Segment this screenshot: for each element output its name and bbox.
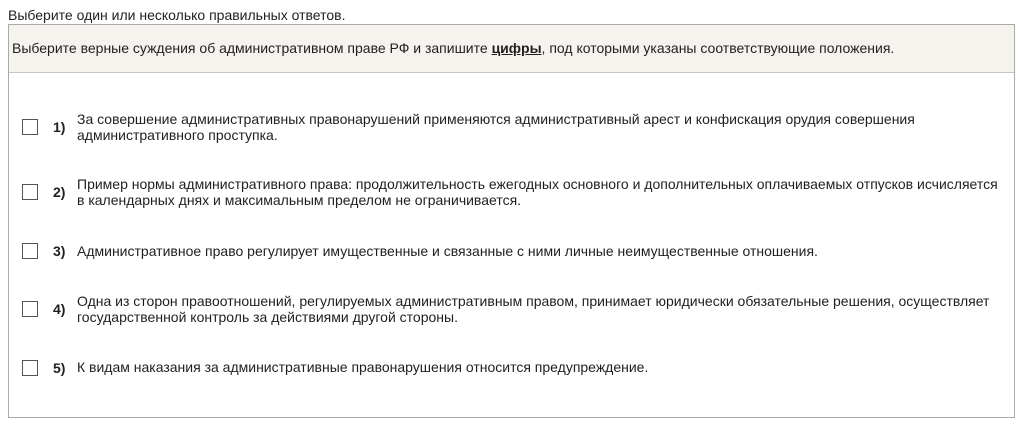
option-text: Административное право регулирует имущественные и связанные с ними личные неимущественные отношения. — [77, 243, 818, 259]
task-instruction: Выберите один или несколько правильных ответов. — [8, 7, 346, 23]
option-number: 5) — [53, 360, 66, 376]
answer-option-1[interactable] — [9, 105, 1014, 145]
task-question-text: Выберите верные суждения об административном праве РФ и запишите — [12, 40, 492, 56]
task-question-emphasis: цифры — [491, 40, 542, 56]
answer-option-2[interactable] — [9, 171, 1014, 211]
task-container — [8, 24, 1015, 418]
option-text: К видам наказания за административные правонарушения относится предупреждение. — [77, 359, 649, 375]
option-text: За совершение административных правонарушений применяются административный арест и конфискация орудия совершения административного проступка. — [77, 111, 915, 143]
answer-option-3[interactable] — [9, 235, 1014, 275]
checkbox-option-5[interactable] — [22, 360, 38, 376]
answer-option-5[interactable] — [9, 351, 1014, 391]
checkbox-option-2[interactable] — [22, 184, 38, 200]
answer-option-4[interactable] — [9, 289, 1014, 329]
option-text: Пример нормы административного права: продолжительность ежегодных основного и дополнительных оплачиваемых отпусков исчисляется в календарных днях и максимальным пределом не ограничивается. — [77, 176, 998, 208]
option-number: 4) — [53, 301, 66, 317]
option-text: Одна из сторон правоотношений, регулируемых административным правом, принимает юридически обязательные решения, осуществляет государственной контроль за действиями другой стороны. — [77, 293, 990, 325]
task-question-text-end: , под которыми указаны соответствующие положения. — [541, 40, 895, 56]
checkbox-option-3[interactable] — [22, 243, 38, 259]
checkbox-option-1[interactable] — [22, 119, 38, 135]
option-number: 1) — [53, 119, 66, 135]
option-number: 3) — [53, 243, 66, 259]
checkbox-option-4[interactable] — [22, 301, 38, 317]
option-number: 2) — [53, 184, 66, 200]
task-question — [9, 25, 1014, 73]
